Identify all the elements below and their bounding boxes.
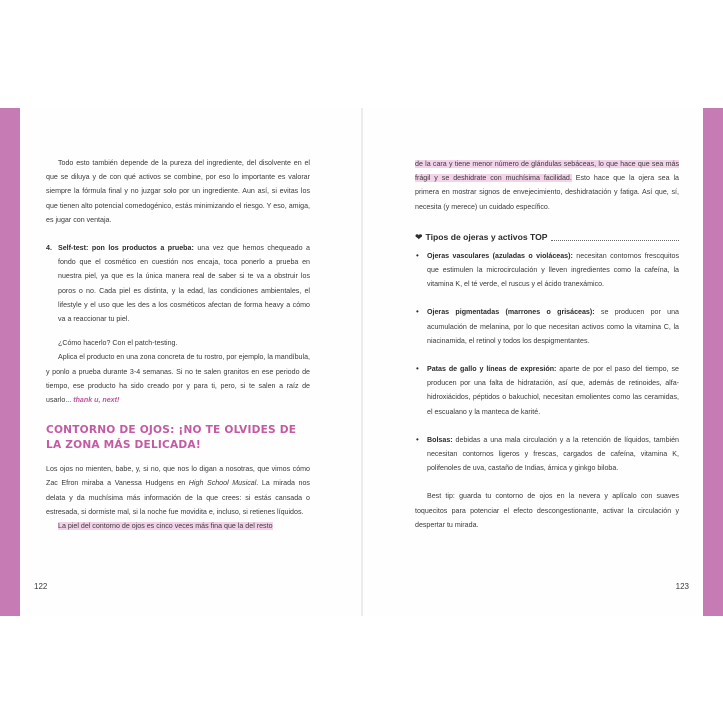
list-number: 4. — [46, 244, 52, 253]
highlighted-text: La piel del contorno de ojos es cinco veces más fina que la del resto — [58, 522, 273, 531]
list-item-title: Ojeras pigmentadas (marrones o grisáceas): — [427, 308, 595, 317]
paragraph — [46, 519, 310, 533]
list-item-text: se producen por una acumulación de melanina, por lo que necesitan activos como la vitamina C, la niacinamida, el retinol y todos los despigmentantes. — [427, 308, 679, 345]
paragraph — [46, 462, 310, 519]
list-item-text: necesitan contornos frescquitos que estimulen la microcirculación y lleven ingredientes como la cafeína, la vitamina K, el té verde, el ruscus y el ácido tranexámico. — [427, 251, 679, 289]
book-spread — [0, 108, 723, 616]
paragraph-text: Aplica el producto en una zona concreta de tu rostro, por ejemplo, la mandíbula, y ponlo a prueba durante 3-4 semanas. Si no te salen granitos en ese periodo de tiempo, ese producto ha sido creado por y para ti, pero, si te salen a raíz de usarlo... — [46, 353, 310, 405]
page-number-right: 123 — [675, 582, 689, 591]
page-gutter — [361, 108, 363, 616]
paragraph — [46, 350, 310, 407]
accent-text: thank u, next! — [73, 396, 120, 405]
page-number-left: 122 — [34, 582, 48, 591]
italic-title: High School Musical — [188, 479, 257, 488]
list-item-title: Bolsas: — [427, 435, 453, 444]
dotted-leader — [551, 234, 680, 241]
paragraph: Todo esto también depende de la pureza del ingrediente, del disolvente en el que se diluya y de con qué activos se combine, por eso lo importante es valorar siempre la fórmula final y no juzgar solo por un ingrediente. Aun así, si evitas los que tienen alto potencial comedogénico, estás minimizando el riesgo. Y eso, amiga, es jugar con ventaja. — [46, 159, 310, 224]
list-item-text: debidas a una mala circulación y a la retención de líquidos, también necesitan contornos ligeros y frescas, cargados de cafeína, vitamina K, polifenoles de uva, castaño de Indias, árnica y ginkgo biloba. — [427, 435, 679, 473]
right-page — [415, 108, 689, 616]
highlighted-text: de la cara y tiene menor número de glándulas sebáceas, lo que hace que sea más frágil y se deshidrate con muchísima facilidad. — [415, 160, 679, 183]
list-item-body — [58, 241, 310, 326]
list-item-title: Self-test: pon los productos a prueba: — [58, 244, 194, 253]
right-edge-tab — [703, 108, 723, 616]
list-item — [415, 433, 679, 476]
list-item — [415, 362, 679, 419]
list-item-4 — [46, 241, 310, 326]
list-item-text: aparte de por el paso del tiempo, se producen por una falta de hidratación, así que, además de retinoides, alfa-hidroxiácidos, péptidos o bakuchiol, necesitan emolientes como las ceramidas, el escualano y la manteca de karité. — [427, 365, 679, 416]
subheading-text: Tipos de ojeras y activos TOP — [425, 232, 548, 243]
bullet-list — [415, 249, 679, 476]
best-tip-paragraph: Best tip: guarda tu contorno de ojos en la nevera y aplícalo con suaves toquecitos para potenciar el efecto descongestionante, activar la circulación y despertar tu mirada. — [415, 492, 679, 529]
list-item-text: una vez que hemos chequeado a fondo que el cosmético en cuestión nos encaja, toca ponerlo a prueba en nuestra piel, ya que es la única manera real de saber si te va a obstruir los poros o no. Cada piel es distinta, y la edad, las condiciones ambientales, el lifestyle y el uso que les des a los cosméticos afectan de forma heavy a cómo va a reaccionar tu piel. — [58, 244, 310, 324]
paragraph-text: Los ojos no mienten, babe, y, si no, que nos lo digan a nosotras, que vimos cómo Zac Efron miraba a Vanessa Hudgens en — [46, 465, 310, 488]
list-item — [415, 249, 679, 292]
paragraph: ¿Cómo hacerlo? Con el patch-testing. — [58, 339, 178, 348]
list-item-title: Ojeras vasculares (azuladas o violáceas): — [427, 251, 573, 260]
left-edge-tab — [0, 108, 20, 616]
paragraph — [415, 157, 679, 214]
subheading — [415, 232, 679, 243]
heart-icon: ❤ — [415, 231, 423, 242]
list-item — [415, 305, 679, 348]
list-item-title: Patas de gallo y líneas de expresión: — [427, 365, 557, 374]
paragraph-text: . La mirada nos delata y da muchísima más información de la que crees: si estás cansada o estresada, si dormiste mal, si la noche fue movidita e, incluso, si retienes líquidos. — [46, 479, 310, 516]
section-heading: CONTORNO DE OJOS: ¡NO TE OLVIDES DE LA ZONA MÁS DELICADA! — [46, 424, 297, 452]
paragraph-text: Esto hace que la ojera sea la primera en mostrar signos de envejecimiento, deshidratación y fatiga. Así que, sí, necesita (y merece) un cuidado específico. — [415, 174, 679, 211]
left-page — [34, 108, 310, 616]
